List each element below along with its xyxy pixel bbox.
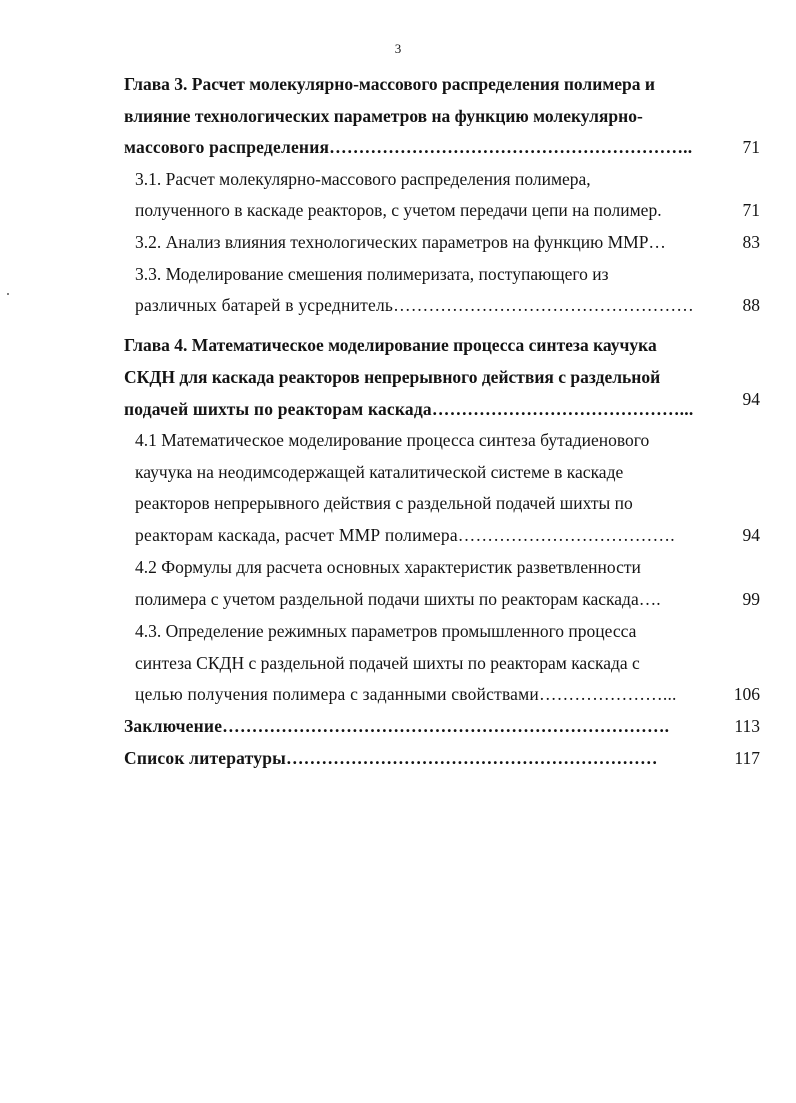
section-4-1-line-2: каучука на неодимсодержащей каталитической системе в каскаде xyxy=(135,462,624,482)
references-title: Список литературы……………………………………………………… xyxy=(124,748,658,768)
section-4-3-page: 106 xyxy=(733,684,760,704)
section-4-1-line-3: реакторов непрерывного действия с раздельной подачей шихты по xyxy=(135,493,633,513)
chapter-3-title-line-3: массового распределения…………………………………………………….. xyxy=(124,137,693,157)
chapter-4-page: 94 xyxy=(742,389,760,409)
conclusion-page: 113 xyxy=(734,716,760,736)
section-3-1-line-1: 3.1. Расчет молекулярно-массового распределения полимера, xyxy=(135,169,591,189)
section-4-2-page: 99 xyxy=(742,589,760,609)
chapter-4-title-line-2: СКДН для каскада реакторов непрерывного действия с раздельной xyxy=(124,367,661,387)
references-page: 117 xyxy=(734,748,760,768)
page-number: 3 xyxy=(394,41,402,56)
section-4-2-line-1: 4.2 Формулы для расчета основных характеристик разветвленности xyxy=(135,557,641,577)
chapter-4-title-line-3: подачей шихты по реакторам каскада……………………………………... xyxy=(124,399,694,419)
section-4-1-line-4: реакторам каскада, расчет ММР полимера………………………………. xyxy=(135,525,675,545)
section-3-3-line-2: различных батарей в усреднитель…………………………………………… xyxy=(135,295,694,315)
section-3-1-line-2: полученного в каскаде реакторов, с учетом передачи цепи на полимер. xyxy=(135,200,662,220)
section-3-3-line-1: 3.3. Моделирование смешения полимеризата, поступающего из xyxy=(135,264,609,284)
section-3-1-page: 71 xyxy=(742,200,760,220)
section-3-2-line-1: 3.2. Анализ влияния технологических параметров на функцию ММР… xyxy=(135,232,666,252)
conclusion-title: Заключение…………………………………………………………………. xyxy=(124,716,670,736)
chapter-3-page: 71 xyxy=(742,137,760,157)
section-4-1-line-1: 4.1 Математическое моделирование процесса синтеза бутадиенового xyxy=(135,430,650,450)
section-4-3-line-2: синтеза СКДН с раздельной подачей шихты по реакторам каскада с xyxy=(135,653,640,673)
chapter-4-title-line-1: Глава 4. Математическое моделирование процесса синтеза каучука xyxy=(124,335,657,355)
section-4-2-line-2: полимера с учетом раздельной подачи шихты по реакторам каскада…. xyxy=(135,589,661,609)
section-4-1-page: 94 xyxy=(742,525,760,545)
chapter-3-title-line-2: влияние технологических параметров на функцию молекулярно- xyxy=(124,106,643,126)
section-4-3-line-3: целью получения полимера с заданными свойствами…………………... xyxy=(135,684,677,704)
section-3-3-page: 88 xyxy=(742,295,760,315)
section-4-3-line-1: 4.3. Определение режимных параметров промышленного процесса xyxy=(135,621,637,641)
section-3-2-page: 83 xyxy=(742,232,760,252)
chapter-3-title-line-1: Глава 3. Расчет молекулярно-массового распределения полимера и xyxy=(124,74,655,94)
